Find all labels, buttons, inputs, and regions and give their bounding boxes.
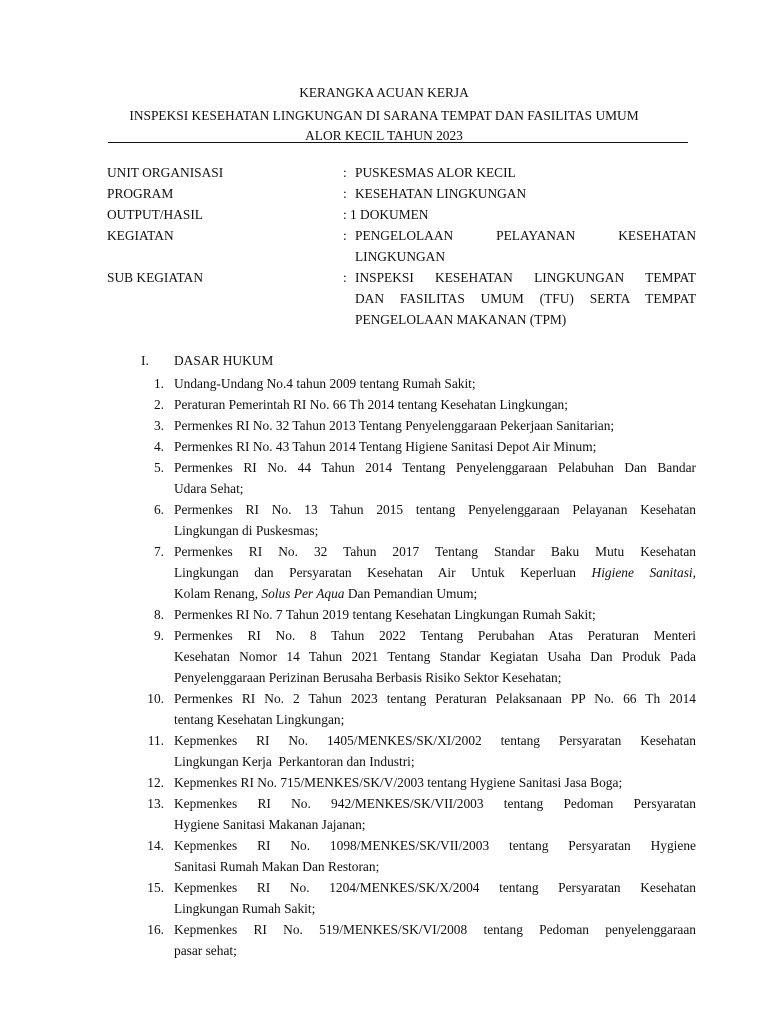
info-colon: : [343, 270, 347, 285]
info-value-line: LINGKUNGAN [355, 249, 446, 264]
info-label: SUB KEGIATAN [107, 270, 204, 285]
list-item-line: Permenkes RI No. 8 Tahun 2022 Tentang Perubahan Atas Peraturan Menteri [174, 628, 696, 643]
list-item-text [174, 394, 696, 415]
list-item-number: 7. [153, 544, 164, 559]
list-item-number: 12. [147, 775, 164, 790]
list-item-italic: Higiene Sanitasi, [591, 565, 696, 580]
list-item-text [174, 625, 696, 688]
doc-subtitle-location-year: ALOR KECIL TAHUN 2023 [305, 128, 463, 143]
list-item-line [174, 562, 696, 583]
list-item-number: 8. [153, 607, 164, 622]
section-title: DASAR HUKUM [174, 353, 274, 368]
list-item-italic: Solus Per Aqua [261, 586, 345, 601]
list-item-number: 16. [147, 922, 164, 937]
list-item-text [174, 793, 696, 835]
list-item-number: 2. [153, 397, 164, 412]
list-item-line: Hygiene Sanitasi Makanan Jajanan; [174, 817, 366, 832]
list-item-text [174, 436, 696, 457]
info-colon: : [343, 165, 347, 180]
list-item-number: 13. [147, 796, 164, 811]
list-item-number: 1. [153, 376, 164, 391]
list-item-line: Peraturan Pemerintah RI No. 66 Th 2014 tentang Kesehatan Lingkungan; [174, 397, 568, 412]
list-item-number: 14. [147, 838, 164, 853]
doc-title: KERANGKA ACUAN KERJA [299, 85, 469, 100]
list-item-text [174, 457, 696, 499]
list-item-text [174, 373, 696, 394]
list-item-number: 3. [153, 418, 164, 433]
list-item-line: tentang Kesehatan Lingkungan; [174, 712, 345, 727]
list-item-line: Permenkes RI No. 32 Tahun 2013 Tentang Penyelenggaraan Pekerjaan Sanitarian; [174, 418, 615, 433]
info-value-line: PENGELOLAAN MAKANAN (TPM) [355, 312, 567, 327]
list-item-line: Penyelenggaraan Perizinan Berusaha Berbasis Risiko Sektor Kesehatan; [174, 670, 562, 685]
info-value-line: INSPEKSI KESEHATAN LINGKUNGAN TEMPAT [355, 270, 696, 285]
list-item-line: pasar sehat; [174, 943, 237, 958]
list-item-line: Permenkes RI No. 32 Tahun 2017 Tentang Standar Baku Mutu Kesehatan [174, 544, 696, 559]
list-item-line: Sanitasi Rumah Makan Dan Restoran; [174, 859, 380, 874]
info-value [355, 267, 696, 330]
list-item-line: Lingkungan Kerja Perkantoran dan Industri; [174, 754, 415, 769]
list-item-line: Permenkes RI No. 44 Tahun 2014 Tentang Penyelenggaraan Pelabuhan Dan Bandar [174, 460, 696, 475]
list-item-line-segment: Kolam Renang, [174, 586, 259, 601]
list-item-line: Kesehatan Nomor 14 Tahun 2021 Tentang Standar Kegiatan Usaha Dan Produk Pada [174, 649, 696, 664]
list-item-line: Kepmenkes RI No. 1098/MENKES/SK/VII/2003 tentang Persyaratan Hygiene [174, 838, 696, 853]
title-underline [108, 142, 688, 143]
list-item-text [174, 415, 696, 436]
list-item-line: Kepmenkes RI No. 1204/MENKES/SK/X/2004 tentang Persyaratan Kesehatan [174, 880, 696, 895]
list-item-number: 4. [153, 439, 164, 454]
info-value-line: 1 DOKUMEN [350, 207, 429, 222]
list-item-number: 9. [153, 628, 164, 643]
list-item-text [174, 877, 696, 919]
list-item-number: 10. [147, 691, 164, 706]
list-item-line: Lingkungan di Puskesmas; [174, 523, 319, 538]
list-item-line [174, 583, 696, 604]
info-value-line: PUSKESMAS ALOR KECIL [355, 165, 516, 180]
info-colon: : [343, 186, 347, 201]
info-value-line: KESEHATAN LINGKUNGAN [355, 186, 527, 201]
doc-subtitle: INSPEKSI KESEHATAN LINGKUNGAN DI SARANA TEMPAT DAN FASILITAS UMUM [129, 108, 639, 123]
list-item-line: Lingkungan Rumah Sakit; [174, 901, 316, 916]
list-item-line-segment: Dan Pemandian Umum; [347, 586, 478, 601]
list-item-number: 15. [147, 880, 164, 895]
list-item-line: Kepmenkes RI No. 715/MENKES/SK/V/2003 tentang Hygiene Sanitasi Jasa Boga; [174, 775, 623, 790]
info-value [355, 183, 696, 204]
list-item-line-segment: Lingkungan dan Persyaratan Kesehatan Air Untuk Keperluan [174, 565, 576, 580]
list-item-number: 5. [153, 460, 164, 475]
list-item-text [174, 772, 696, 793]
list-item-line: Permenkes RI No. 2 Tahun 2023 tentang Peraturan Pelaksanaan PP No. 66 Th 2014 [174, 691, 696, 706]
list-item-line: Udara Sehat; [174, 481, 244, 496]
list-item-line: Kepmenkes RI No. 942/MENKES/SK/VII/2003 tentang Pedoman Persyaratan [174, 796, 696, 811]
info-label: OUTPUT/HASIL [107, 207, 203, 222]
list-item-number: 6. [153, 502, 164, 517]
info-label: UNIT ORGANISASI [107, 165, 224, 180]
info-value-line: DAN FASILITAS UMUM (TFU) SERTA TEMPAT [355, 291, 696, 306]
info-colon: : [343, 207, 347, 222]
list-item-number: 11. [147, 733, 164, 748]
list-item-text [174, 688, 696, 730]
info-label: PROGRAM [107, 186, 174, 201]
info-value [350, 204, 691, 225]
list-item-line: Permenkes RI No. 43 Tahun 2014 Tentang Higiene Sanitasi Depot Air Minum; [174, 439, 597, 454]
list-item-line: Permenkes RI No. 7 Tahun 2019 tentang Kesehatan Lingkungan Rumah Sakit; [174, 607, 596, 622]
list-item-line: Kepmenkes RI No. 1405/MENKES/SK/XI/2002 tentang Persyaratan Kesehatan [174, 733, 696, 748]
list-item-line: Undang-Undang No.4 tahun 2009 tentang Rumah Sakit; [174, 376, 476, 391]
list-item-text [174, 835, 696, 877]
section-number: I. [141, 353, 149, 368]
info-value-line: PENGELOLAAN PELAYANAN KESEHATAN [355, 228, 696, 243]
list-item-text [174, 541, 696, 604]
list-item-line: Kepmenkes RI No. 519/MENKES/SK/VI/2008 tentang Pedoman penyelenggaraan [174, 922, 696, 937]
info-label: KEGIATAN [107, 228, 174, 243]
info-colon: : [343, 228, 347, 243]
list-item-line: Permenkes RI No. 13 Tahun 2015 tentang Penyelenggaraan Pelayanan Kesehatan [174, 502, 696, 517]
list-item-text [174, 499, 696, 541]
list-item-text [174, 604, 696, 625]
list-item-text [174, 730, 696, 772]
info-value [355, 225, 696, 267]
info-value [355, 162, 696, 183]
list-item-text [174, 919, 696, 961]
